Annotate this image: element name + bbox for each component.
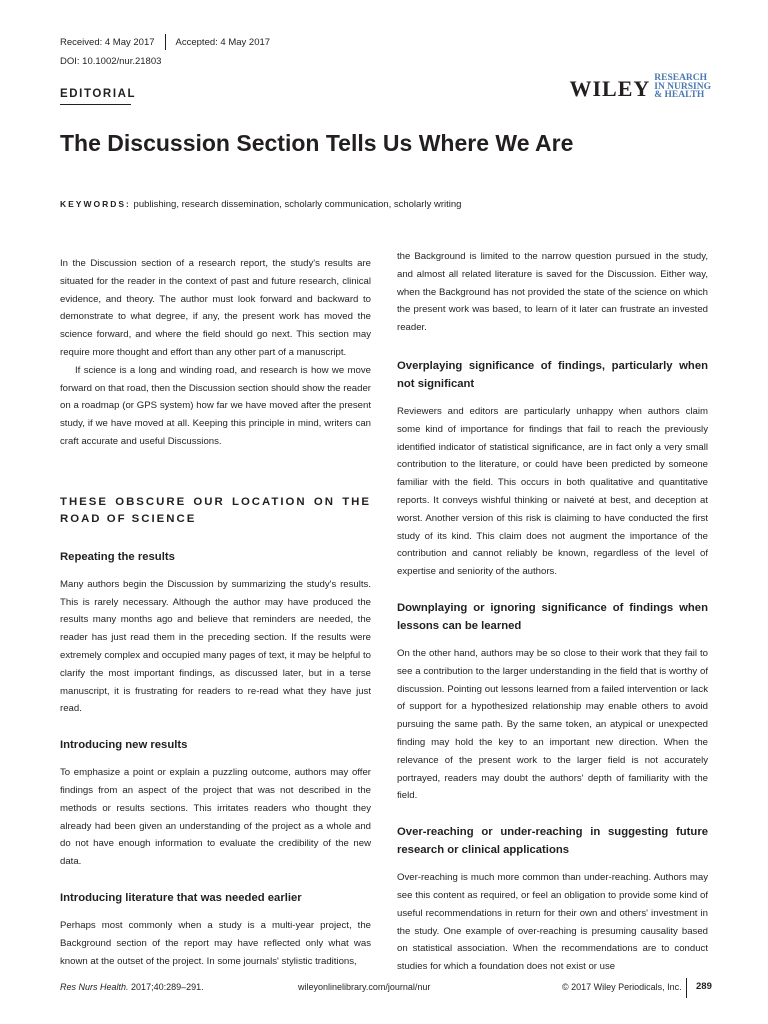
- footer-copyright: © 2017 Wiley Periodicals, Inc.: [562, 982, 682, 992]
- body-paragraph: the Background is limited to the narrow question pursued in the study, and almost all related literature is saved for the Discussion. Either way, when the Background has not provided the state of the science on which the present work was based, to learn of it later can frustrate an invested reader.: [397, 251, 708, 334]
- wiley-wordmark: WILEY: [569, 75, 651, 101]
- body-paragraph: To emphasize a point or explain a puzzling outcome, authors may offer findings from an aspect of the project that was not described in the methods or results sections. This irritates readers who thought they already had been given an understanding of the project as a whole and do not have enough information to evaluate the credibility of the new data.: [60, 767, 371, 868]
- accepted-date: Accepted: 4 May 2017: [175, 36, 271, 48]
- body-paragraph: Many authors begin the Discussion by summarizing the study's results. This is rarely necessary. Although the author may have produced the results many months ago and believe that reminders are needed, the reader has just read them in the preceding section. If the results were extremely complex and occupied many pages of text, it may be helpful to clarify the most important findings, as discussed later, but in a terse manuscript, it is frustrating for readers to re-read what they have just read.: [60, 578, 371, 715]
- subsection-heading: Repeating the results: [60, 550, 175, 563]
- footer-volume: 2017;40:289–291.: [131, 982, 204, 992]
- article-dates: [60, 34, 270, 50]
- body-paragraph: On the other hand, authors may be so close to their work that they fail to see a contribution to the larger understanding in the field that is worthy of discussion. Pointing out lessons learned from a failed intervention or lack of support for a hypothesized relationship may enable others to avoid pursuing the same path. By the same token, an atypical or unexpected finding may hold the key to an important new direction. When the relevance of the present work to the larger field is not accurately portrayed, readers may doubt the authors' depth of familiarity with the field.: [397, 647, 708, 802]
- section-label: EDITORIAL: [60, 88, 137, 100]
- body-paragraph: Perhaps most commonly when a study is a multi-year project, the Background section of the report may have reflected only what was known at the outset of the project. In some journals' stylistic traditions,: [60, 919, 371, 967]
- subsection-heading: Introducing new results: [60, 739, 188, 752]
- left-column: [60, 255, 371, 970]
- keywords-list: publishing, research dissemination, scholarly communication, scholarly writing: [133, 199, 462, 210]
- subsection-heading: Over-reaching or under-reaching in suggesting future research or clinical applications: [397, 826, 708, 857]
- body-paragraph: Reviewers and editors are particularly unhappy when authors claim some kind of importance for findings that fail to reach the previously identified indicator of statistical significance, are in fact only a very small contribution to the literature, or could have been predicted by someone familiar with the field. This occurs in both qualitative and quantitative reports. It conveys wishful thinking or naiveté at best, and deception at worst. Another version of this risk is claiming to have conducted the first study of its kind. This claim does not augment the importance of the contribution and cannot reliably be known, regardless of the level of expertise and seniority of the authors.: [397, 405, 708, 578]
- meta-divider: [165, 34, 166, 50]
- footer-journal: Res Nurs Health.: [60, 982, 129, 992]
- keywords-line: [60, 199, 461, 210]
- body-paragraph: Over-reaching is much more common than under-reaching. Authors may see this content as required, or feel an obligation to provide some kind of useful recommendations in return for their own and others' investment in the study. One example of over-reaching is presuming causality based on statistical association. When the recommendations are to conduct studies for which a foundation does not exist or use: [397, 872, 708, 973]
- subsection-heading: Downplaying or ignoring significance of findings when lessons can be learned: [397, 601, 708, 632]
- page-number: 289: [696, 981, 712, 992]
- intro-paragraph: In the Discussion section of a research report, the study's results are situated for the reader in the context of past and future research, clinical evidence, and theory. The author must look forward and backward to demonstrate to what degree, if any, the present work has moved the science forward, and where the field should go next. This section may require more thought and effort than any other part of a manuscript.: [60, 258, 371, 358]
- keywords-label: KEYWORDS:: [60, 199, 131, 209]
- doi-text: DOI: 10.1002/nur.21803: [60, 56, 162, 67]
- publisher-logo: [569, 74, 711, 100]
- section-label-underline: [60, 104, 131, 105]
- footer-citation: [60, 982, 204, 992]
- subsection-heading: Overplaying significance of findings, particularly when not significant: [397, 359, 708, 390]
- journal-logo-line: IN NURSING: [654, 81, 711, 92]
- footer-url[interactable]: wileyonlinelibrary.com/journal/nur: [298, 982, 431, 992]
- footer-divider: [686, 978, 687, 998]
- section-heading: THESE OBSCURE OUR LOCATION ON THE ROAD OF SCIENCE: [60, 495, 371, 525]
- right-column: [397, 248, 708, 976]
- intro-paragraph: If science is a long and winding road, and research is how we move forward on that road, then the Discussion section should show the reader on a roadmap (or GPS system) how far we have moved after the present study, if we have moved at all. Keeping this principle in mind, writers can craft accurate and useful Discussions.: [60, 364, 371, 447]
- received-date: Received: 4 May 2017: [60, 36, 155, 48]
- journal-logo: [654, 74, 711, 100]
- journal-logo-line: & HEALTH: [654, 90, 705, 100]
- article-title: The Discussion Section Tells Us Where We Are: [60, 130, 574, 156]
- journal-logo-line: RESEARCH: [654, 73, 708, 83]
- subsection-heading: Introducing literature that was needed earlier: [60, 891, 302, 904]
